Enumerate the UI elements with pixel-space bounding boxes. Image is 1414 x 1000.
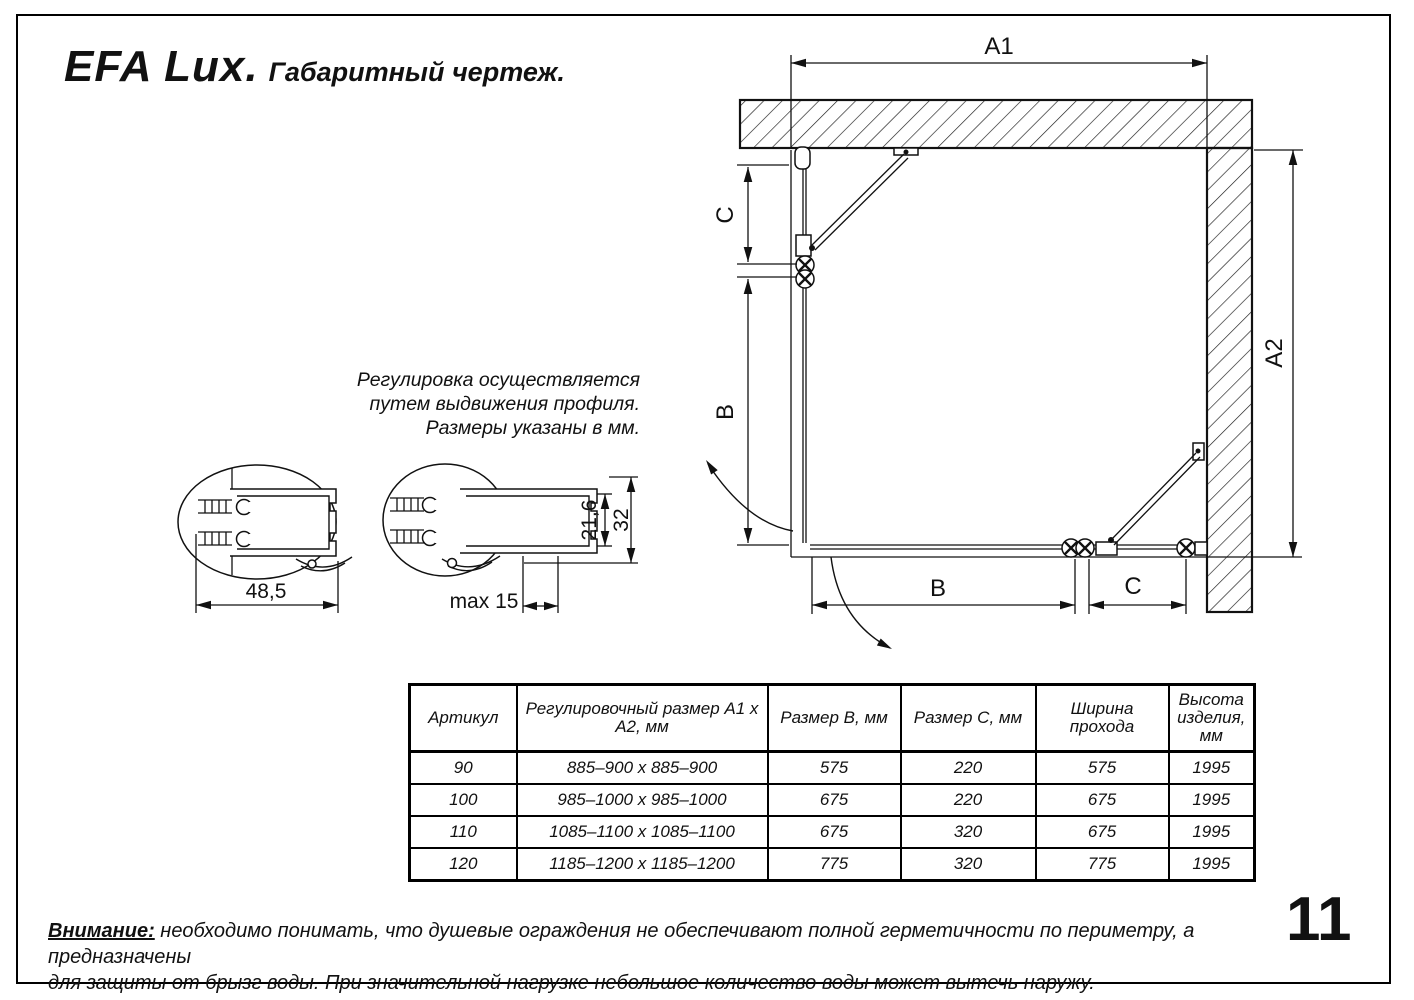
dim-a2-label: A2 [1261, 338, 1288, 368]
top-support-bar [809, 148, 918, 251]
table-cell: 1085–1100 x 1085–1100 [517, 816, 768, 848]
dimension-21-6 [578, 494, 612, 546]
table-cell: 675 [768, 816, 901, 848]
dim-c-bottom-label: C [1124, 573, 1142, 600]
dim-32-label: 32 [610, 508, 633, 532]
size-table [408, 683, 1256, 882]
dim-c-left-label: C [712, 206, 739, 224]
table-row [410, 784, 1255, 816]
table-cell: 1995 [1169, 784, 1255, 816]
profile-cross-sections [168, 453, 662, 630]
page-number: 11 [1286, 885, 1352, 954]
table-row [410, 816, 1255, 848]
table-cell: 985–1000 x 985–1000 [517, 784, 768, 816]
table-row [410, 752, 1255, 785]
dimension-c-bottom [1089, 559, 1186, 614]
left-door-panel [791, 147, 814, 557]
adjustment-note [300, 368, 640, 440]
title-subtitle: Габаритный чертеж. [268, 57, 565, 87]
warning-text [48, 918, 1278, 996]
table-cell: 575 [1036, 752, 1169, 785]
right-wall [1207, 148, 1252, 612]
warning-line-1: необходимо понимать, что душевые ограждения не обеспечивают полной герметичности по периметру, а предназначены [48, 920, 1195, 968]
dim-b-bottom-label: B [929, 575, 947, 602]
warning-label: Внимание: [48, 920, 155, 942]
dim-48-5-label: 48,5 [245, 580, 287, 603]
table-cell: 1995 [1169, 752, 1255, 785]
dim-a1-label: A1 [984, 33, 1014, 60]
table-cell: 1995 [1169, 816, 1255, 848]
table-cell: 220 [901, 752, 1036, 785]
header-cell: Ширина прохода [1036, 685, 1169, 752]
table-cell: 110 [410, 816, 517, 848]
table-cell: 320 [901, 816, 1036, 848]
header-cell: Размер В, мм [768, 685, 901, 752]
profile-section-extended [383, 464, 638, 613]
table-cell: 100 [410, 784, 517, 816]
page-title [64, 42, 565, 92]
table-row [410, 848, 1255, 881]
note-line-2: путем выдвижения профиля. [369, 393, 640, 415]
table-cell: 120 [410, 848, 517, 881]
dim-max-15-label: max 15 [449, 590, 519, 613]
profile-section-closed [178, 465, 352, 613]
header-cell: Размер С, мм [901, 685, 1036, 752]
brand-name: EFA Lux. [64, 42, 259, 91]
table-cell: 675 [1036, 784, 1169, 816]
header-cell: Регулировочный размер А1 х А2, мм [517, 685, 768, 752]
table-cell: 90 [410, 752, 517, 785]
door-swing-arc-left [706, 460, 793, 531]
dimension-a2 [1254, 150, 1303, 557]
table-cell: 220 [901, 784, 1036, 816]
table-header-row [410, 685, 1255, 752]
dimension-b-bottom [812, 557, 1075, 614]
table-cell: 885–900 x 885–900 [517, 752, 768, 785]
dimension-b-left [712, 279, 789, 545]
top-wall [740, 100, 1252, 148]
panel-connector-bottom [1096, 542, 1117, 555]
bottom-support-bar [1108, 443, 1204, 545]
table-cell: 775 [1036, 848, 1169, 881]
table-cell: 675 [768, 784, 901, 816]
table-cell: 1995 [1169, 848, 1255, 881]
dimension-c-left [712, 165, 797, 277]
table-cell: 1185–1200 x 1185–1200 [517, 848, 768, 881]
header-cell: Высота изделия, мм [1169, 685, 1255, 752]
table-cell: 320 [901, 848, 1036, 881]
warning-line-2: для защиты от брызг воды. При значительной нагрузке небольшое количество воды может вытечь наружу. [48, 972, 1095, 994]
dim-b-left-label: B [712, 403, 739, 421]
wall-clamp-bottom [1195, 542, 1207, 555]
table-cell: 775 [768, 848, 901, 881]
note-line-3: Размеры указаны в мм. [425, 417, 640, 439]
table-cell: 575 [768, 752, 901, 785]
header-cell: Артикул [410, 685, 517, 752]
door-swing-arc-bottom [831, 557, 892, 649]
note-line-1: Регулировка осуществляется [356, 369, 640, 391]
table-cell: 675 [1036, 816, 1169, 848]
dim-21-6-label: 21,6 [578, 499, 601, 541]
wall-clamp-top [795, 147, 810, 169]
main-dimensional-drawing [685, 28, 1335, 678]
panel-connector [796, 235, 811, 256]
